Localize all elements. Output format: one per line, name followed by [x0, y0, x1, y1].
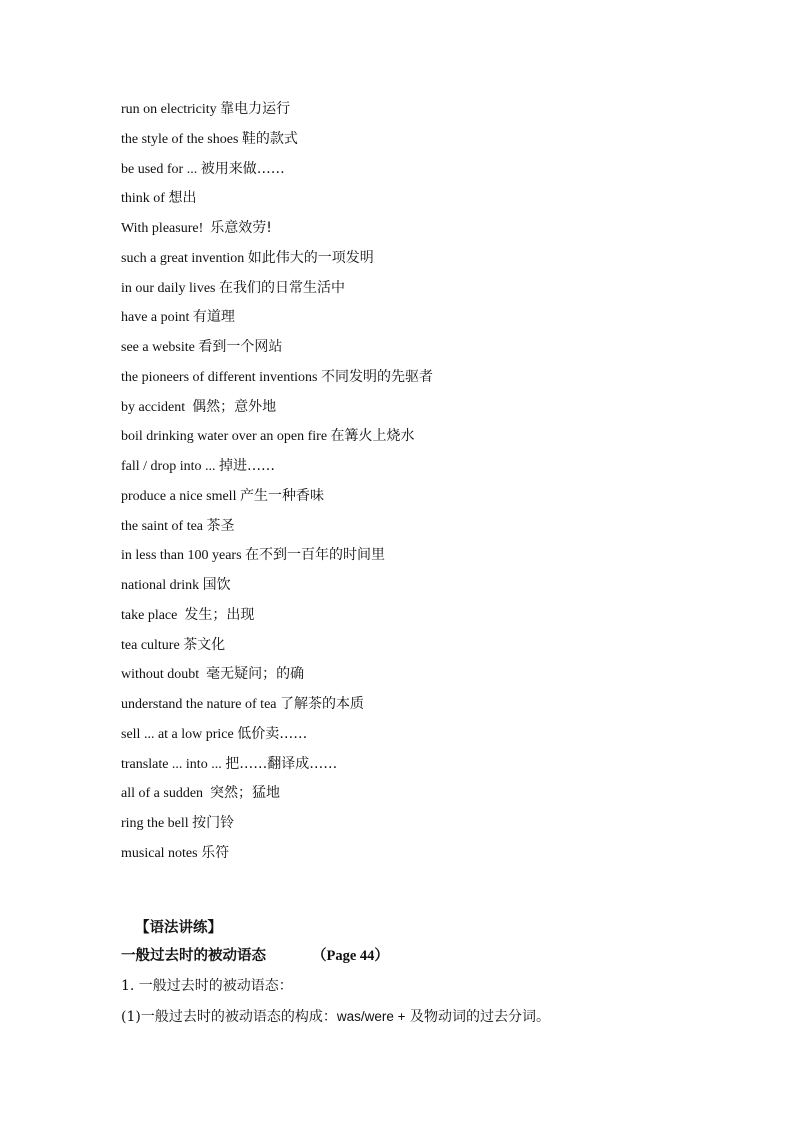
- vocab-english: without doubt: [121, 667, 207, 683]
- vocab-chinese: 在篝火上烧水: [330, 428, 415, 445]
- vocab-english: understand the nature of tea: [121, 697, 280, 712]
- vocab-chinese: 有道理: [192, 309, 235, 326]
- vocab-english: by accident: [121, 399, 193, 415]
- vocab-chinese: 乐符: [201, 844, 230, 861]
- vocab-english: musical notes: [121, 845, 202, 861]
- vocab-english: national drink: [121, 578, 203, 593]
- vocab-item: [121, 364, 433, 394]
- vocab-chinese: 茶文化: [183, 636, 226, 653]
- vocab-chinese: 按门铃: [192, 815, 235, 831]
- vocab-english: such a great invention: [121, 250, 248, 266]
- vocab-item: [121, 96, 433, 126]
- point-suffix: 及物动词的过去分词。: [405, 1009, 550, 1025]
- vocab-item: [121, 810, 433, 840]
- vocab-chinese: 不同发明的先驱者: [320, 368, 433, 385]
- vocab-item: [121, 245, 433, 275]
- vocab-item: [121, 542, 433, 572]
- vocab-item: [121, 721, 433, 751]
- grammar-subheading: [121, 943, 741, 973]
- point-prefix: (1)一般过去时的被动语态的构成：: [121, 1009, 337, 1025]
- vocab-english: sell ... at a low price: [121, 726, 238, 742]
- vocab-chinese: 突然；猛地: [210, 785, 281, 802]
- vocab-english: With pleasure!: [121, 221, 211, 236]
- vocab-english: the saint of tea: [121, 518, 207, 534]
- vocab-item: [121, 602, 433, 632]
- vocab-item: [121, 840, 433, 870]
- vocab-chinese: 毫无疑问；的确: [206, 666, 305, 683]
- vocab-chinese: 国饮: [202, 577, 231, 593]
- vocab-chinese: 了解茶的本质: [280, 696, 364, 712]
- vocab-english: in less than 100 years: [121, 548, 246, 564]
- vocab-chinese: 鞋的款式: [241, 130, 298, 147]
- vocab-chinese: 靠电力运行: [220, 101, 291, 117]
- vocab-chinese: 在我们的日常生活中: [219, 279, 345, 296]
- vocab-english: boil drinking water over an open fire: [121, 429, 331, 445]
- vocab-chinese: 在不到一百年的时间里: [245, 547, 386, 564]
- vocab-english: run on electricity: [121, 102, 221, 117]
- vocab-chinese: 产生一种香味: [239, 487, 324, 504]
- vocab-chinese: 把……翻译成……: [225, 755, 338, 772]
- vocab-chinese: 如此伟大的一项发明: [247, 249, 374, 266]
- vocab-english: fall / drop into ...: [121, 459, 219, 474]
- vocab-chinese: 看到一个网站: [198, 339, 283, 355]
- vocab-chinese: 掉进……: [219, 458, 275, 474]
- vocabulary-list: [121, 96, 433, 870]
- section-heading: 【语法讲练】: [135, 920, 222, 936]
- vocab-item: [121, 185, 433, 215]
- vocab-item: [121, 304, 433, 334]
- vocab-english: all of a sudden: [121, 786, 211, 802]
- vocab-english: be used for ...: [121, 161, 201, 177]
- vocab-english: have a point: [121, 310, 193, 326]
- vocab-item: [121, 780, 433, 810]
- vocab-english: ring the bell: [121, 816, 193, 831]
- grammar-point-1-text: 1. 一般过去时的被动语态：: [121, 978, 293, 994]
- vocab-english: tea culture: [121, 637, 184, 653]
- vocab-item: [121, 423, 433, 453]
- vocab-english: take place: [121, 607, 185, 623]
- vocab-chinese: 乐意效劳!: [210, 220, 272, 236]
- vocab-item: [121, 394, 433, 424]
- vocab-english: produce a nice smell: [121, 488, 240, 504]
- vocab-item: [121, 661, 433, 691]
- vocab-item: [121, 453, 433, 483]
- grammar-point-1-1: [121, 1004, 741, 1035]
- point-formula: was/were +: [336, 1009, 406, 1024]
- vocab-item: [121, 126, 433, 156]
- grammar-section: [121, 915, 741, 1035]
- vocab-item: [121, 483, 433, 513]
- vocab-item: [121, 751, 433, 781]
- vocab-chinese: 被用来做……: [200, 160, 285, 177]
- vocab-english: translate ... into ...: [121, 756, 226, 772]
- vocab-english: in our daily lives: [121, 280, 219, 296]
- vocab-item: [121, 275, 433, 305]
- grammar-point-1: [121, 973, 741, 1004]
- vocab-item: [121, 572, 433, 602]
- vocab-item: [121, 156, 433, 186]
- vocab-item: [121, 513, 433, 543]
- vocab-english: the style of the shoes: [121, 131, 242, 147]
- vocab-item: [121, 215, 433, 245]
- vocab-chinese: 想出: [168, 190, 197, 207]
- vocab-chinese: 茶圣: [206, 517, 235, 534]
- vocab-chinese: 低价卖……: [237, 725, 308, 742]
- grammar-topic: 一般过去时的被动语态: [121, 948, 266, 964]
- vocab-item: [121, 632, 433, 662]
- vocab-english: think of: [121, 191, 169, 207]
- page-reference: （Page 44）: [312, 948, 389, 964]
- vocab-english: see a website: [121, 340, 199, 355]
- vocab-english: the pioneers of different inventions: [121, 369, 321, 385]
- vocab-item: [121, 334, 433, 364]
- vocab-chinese: 发生；出现: [184, 606, 255, 623]
- vocab-chinese: 偶然；意外地: [192, 398, 277, 415]
- vocab-item: [121, 691, 433, 721]
